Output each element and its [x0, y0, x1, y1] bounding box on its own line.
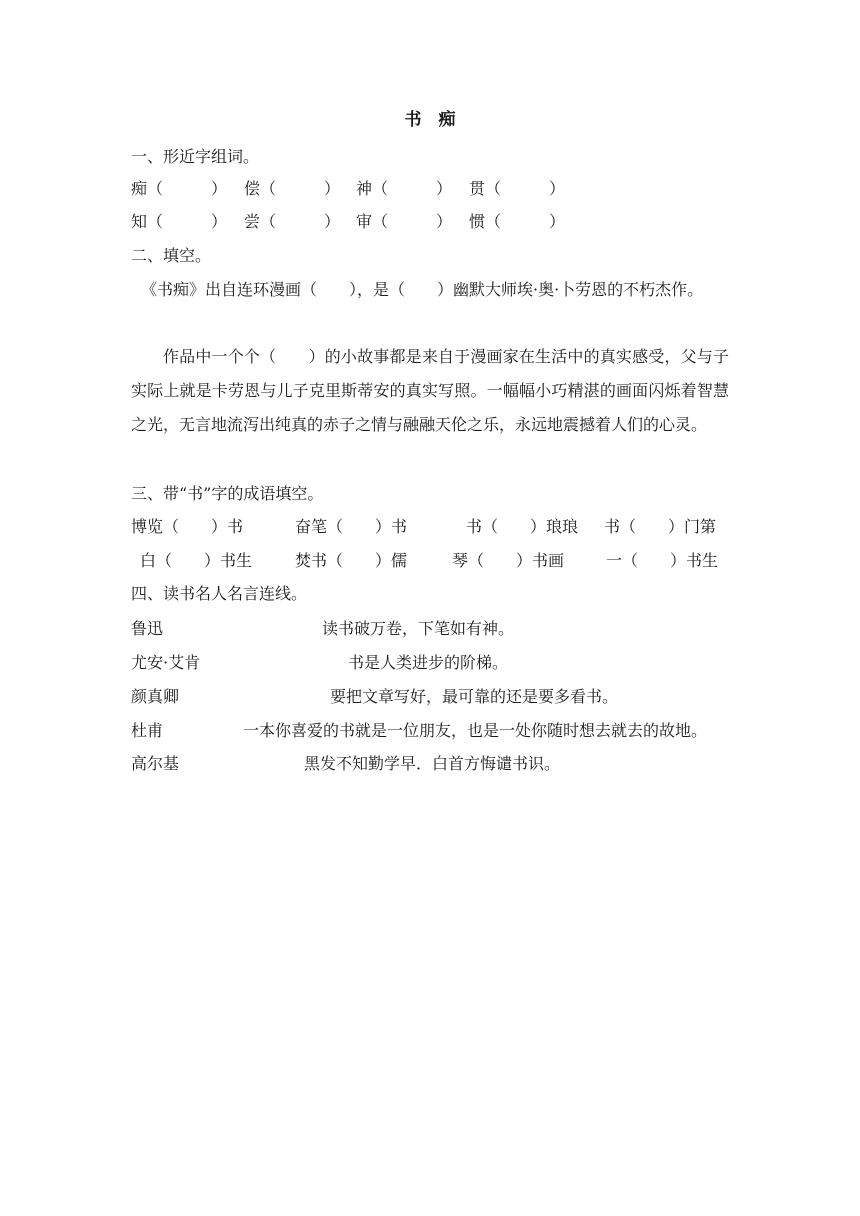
section-3-idiom: 白（ ）书生: [140, 551, 253, 570]
section-1-item: 痴（ ）: [131, 179, 228, 198]
section-1-item: 神（ ）: [356, 179, 453, 198]
section-3-heading: 三、带“书”字的成语填空。: [131, 484, 324, 503]
section-1-heading: 一、形近字组词。: [131, 147, 260, 166]
author-name: 颜真卿: [131, 687, 180, 706]
quote-text: 要把文章写好，最可靠的还是要多看书。: [330, 687, 619, 706]
section-1-item: 贯（ ）: [469, 179, 566, 198]
section-1-item: 尝（ ）: [244, 212, 341, 231]
section-3-idiom: 焚书（ ）儒: [295, 551, 408, 570]
section-3-idiom: 奋笔（ ）书: [295, 517, 408, 536]
author-name: 鲁迅: [131, 619, 164, 638]
section-1-item: 惯（ ）: [469, 212, 566, 231]
section-2-heading: 二、填空。: [131, 246, 212, 265]
section-2-paragraph-1: 《书痴》出自连环漫画（ ），是（ ）幽默大师埃·奥·卜劳恩的不朽杰作。: [141, 280, 704, 299]
author-name: 高尔基: [131, 754, 180, 773]
quote-text: 书是人类进步的阶梯。: [348, 653, 509, 672]
section-4-heading: 四、读书名人名言连线。: [131, 584, 308, 603]
quote-text: 一本你喜爱的书就是一位朋友，也是一处你随时想去就去的故地。: [243, 721, 708, 740]
page-title: 书 痴: [404, 110, 456, 130]
section-3-idiom: 书（ ）门第: [604, 517, 717, 536]
quote-text: 黑发不知勤学早．白首方悔谴书识。: [304, 754, 561, 773]
section-1-item: 审（ ）: [356, 212, 453, 231]
quote-text: 读书破万卷，下笔如有神。: [322, 619, 515, 638]
section-1-item: 知（ ）: [131, 212, 228, 231]
section-2-paragraph-2: 作品中一个个（ ）的小故事都是来自于漫画家在生活中的真实感受，父与子实际上就是卡劳恩与儿子克里斯蒂安的真实写照。一幅幅小巧精湛的画面闪烁着智慧之光，无言地流泻出纯真的赤子之情与融融天伦之乐，永远地震撼着人们的心灵。: [131, 347, 729, 434]
author-name: 尤安·艾肯: [131, 653, 201, 672]
section-3-idiom: 博览（ ）书: [131, 517, 244, 536]
section-1-item: 偿（ ）: [244, 179, 341, 198]
section-3-idiom: 一（ ）书生: [606, 551, 719, 570]
section-3-idiom: 书（ ）琅琅: [466, 517, 579, 536]
author-name: 杜甫: [131, 721, 164, 740]
section-3-idiom: 琴（ ）书画: [452, 551, 565, 570]
